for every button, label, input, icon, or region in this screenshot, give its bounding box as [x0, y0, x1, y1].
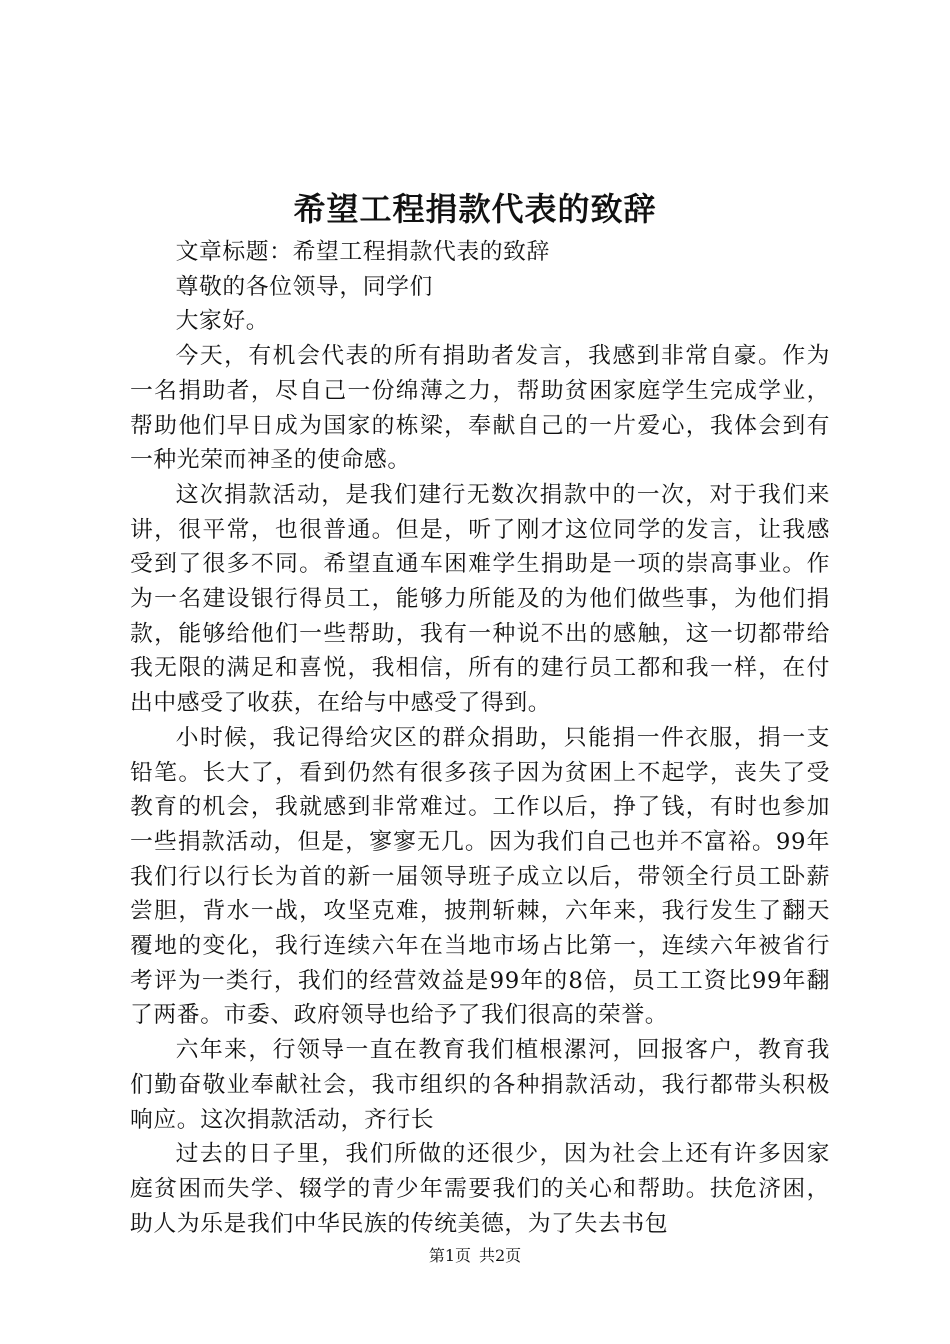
paragraph: 过去的日子里，我们所做的还很少，因为社会上还有许多因家庭贫困而失学、辍学的青少年需要我们的关心和帮助。扶危济困，助人为乐是我们中华民族的传统美德，为了失去书包 [130, 1141, 830, 1237]
document-body [130, 235, 830, 1241]
paragraph: 六年来，行领导一直在教育我们植根漯河，回报客户，教育我们勤奋敬业奉献社会，我市组织的各种捐款活动，我行都带头积极响应。这次捐款活动，齐行长 [130, 1037, 830, 1133]
paragraph-salutation: 尊敬的各位领导，同学们 [175, 273, 433, 300]
document-title: 希望工程捐款代表的致辞 [293, 190, 657, 228]
paragraph: 今天，有机会代表的所有捐助者发言，我感到非常自豪。作为一名捐助者，尽自己一份绵薄之力，帮助贫困家庭学生完成学业，帮助他们早日成为国家的栋梁，奉献自己的一片爱心，我体会到有一种光荣而神圣的使命感。 [130, 343, 830, 474]
paragraph: 小时候，我记得给灾区的群众捐助，只能捐一件衣服，捐一支铅笔。长大了，看到仍然有很多孩子因为贫困上不起学，丧失了受教育的机会，我就感到非常难过。工作以后，挣了钱，有时也参加一些捐款活动，但是，寥寥无几。因为我们自己也并不富裕。99年我们行以行长为首的新一届领导班子成立以后，带领全行员工卧薪尝胆，背水一战，攻坚克难，披荆斩棘，六年来，我行发生了翻天覆地的变化，我行连续六年在当地市场占比第一，连续六年被省行考评为一类行，我们的经营效益是99年的8倍，员工工资比99年翻了两番。市委、政府领导也给予了我们很高的荣誉。 [130, 724, 830, 1029]
paragraph: 这次捐款活动，是我们建行无数次捐款中的一次，对于我们来讲，很平常，也很普通。但是，听了刚才这位同学的发言，让我感受到了很多不同。希望直通车困难学生捐助是一项的崇高事业。作为一名建设银行得员工，能够力所能及的为他们做些事，为他们捐款，能够给他们一些帮助，我有一种说不出的感触，这一切都带给我无限的满足和喜悦，我相信，所有的建行员工都和我一样，在付出中感受了收获，在给与中感受了得到。 [130, 481, 830, 717]
paragraph-greeting: 大家好。 [175, 308, 270, 335]
paragraph-article-title: 文章标题：希望工程捐款代表的致辞 [175, 239, 550, 265]
page-number-total: 共2页 [479, 1246, 522, 1265]
page-footer [0, 1244, 950, 1268]
page-number-current: 第1页 [428, 1246, 471, 1265]
